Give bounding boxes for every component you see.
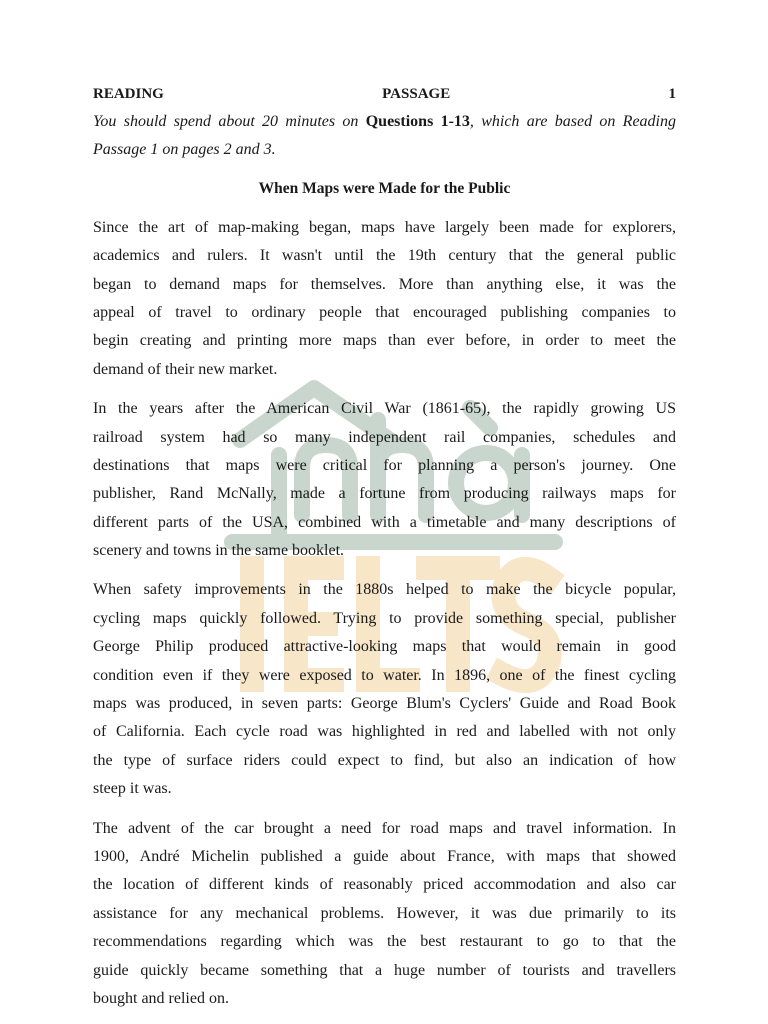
paragraph-line: railroad system had so many independent rail companies, schedules and — [93, 428, 676, 446]
paragraph-line: When safety improvements in the 1880s helped to make the bicycle popular, — [93, 581, 676, 599]
paragraph-line: recommendations regarding which was the best restaurant to go to that the — [93, 933, 676, 951]
instructions — [93, 108, 676, 165]
paragraph-line: assistance for any mechanical problems. However, it was due primarily to its — [93, 904, 676, 922]
paragraph-line: cycling maps quickly followed. Trying to provide something special, publisher — [93, 609, 676, 627]
paragraph-line: the location of different kinds of reasonably priced accommodation and also car — [93, 876, 676, 894]
paragraph-line: destinations that maps were critical for planning a person's journey. One — [93, 456, 676, 474]
instructions-line: Passage 1 on pages 2 and 3. — [93, 141, 276, 159]
paragraph-line: maps was produced, in seven parts: George Blum's Cyclers' Guide and Road Book — [93, 695, 676, 713]
instructions-text: You should spend about 20 minutes on — [93, 113, 366, 130]
paragraph-line: steep it was. — [93, 780, 172, 798]
paragraph-line: demand of their new market. — [93, 360, 278, 378]
paragraph-line: In the years after the American Civil War (1861-65), the rapidly growing US — [93, 400, 676, 418]
questions-range: Questions 1-13 — [365, 113, 470, 130]
paragraph-line: the type of surface riders could expect to find, but also an indication of how — [93, 751, 676, 769]
paragraph-line: scenery and towns in the same booklet. — [93, 542, 345, 560]
paragraph — [93, 815, 676, 1014]
paragraph-line: condition even if they were exposed to water. In 1896, one of the finest cycling — [93, 666, 676, 684]
paragraph-line: Since the art of map-making began, maps have largely been made for explorers, — [93, 218, 676, 236]
passage-title: When Maps were Made for the Public — [258, 179, 511, 197]
paragraph-line: 1900, André Michelin published a guide about France, with maps that showed — [93, 847, 676, 865]
paragraph-line: academics and rulers. It wasn't until the 19th century that the general public — [93, 247, 676, 265]
paragraph-line: publisher, Rand McNally, made a fortune from producing railways maps for — [93, 485, 676, 503]
paragraph — [93, 576, 676, 803]
paragraph-line: bought and relied on. — [93, 989, 229, 1007]
reading-passage — [93, 80, 676, 1013]
paragraph-line: different parts of the USA, combined with a timetable and many descriptions of — [93, 513, 676, 531]
paragraph-line: George Philip produced attractive-looking maps that would remain in good — [93, 638, 676, 656]
section-heading: READING PASSAGE 1 — [93, 86, 676, 102]
paragraph — [93, 214, 676, 384]
paragraph-line: began to demand maps for themselves. More than anything else, it was the — [93, 275, 676, 293]
passage-body — [93, 214, 676, 1014]
paragraph-line: of California. Each cycle road was highlighted in red and labelled with not only — [93, 723, 676, 741]
paragraph-line: begin creating and printing more maps than ever before, in order to meet the — [93, 332, 676, 350]
paragraph-line: appeal of travel to ordinary people that encouraged publishing companies to — [93, 303, 676, 321]
paragraph — [93, 395, 676, 565]
paragraph-line: guide quickly became something that a huge number of tourists and travellers — [93, 961, 676, 979]
paragraph-line: The advent of the car brought a need for road maps and travel information. In — [93, 819, 676, 837]
instructions-text: , which are based on Reading — [469, 113, 676, 130]
instructions-line — [93, 108, 676, 136]
